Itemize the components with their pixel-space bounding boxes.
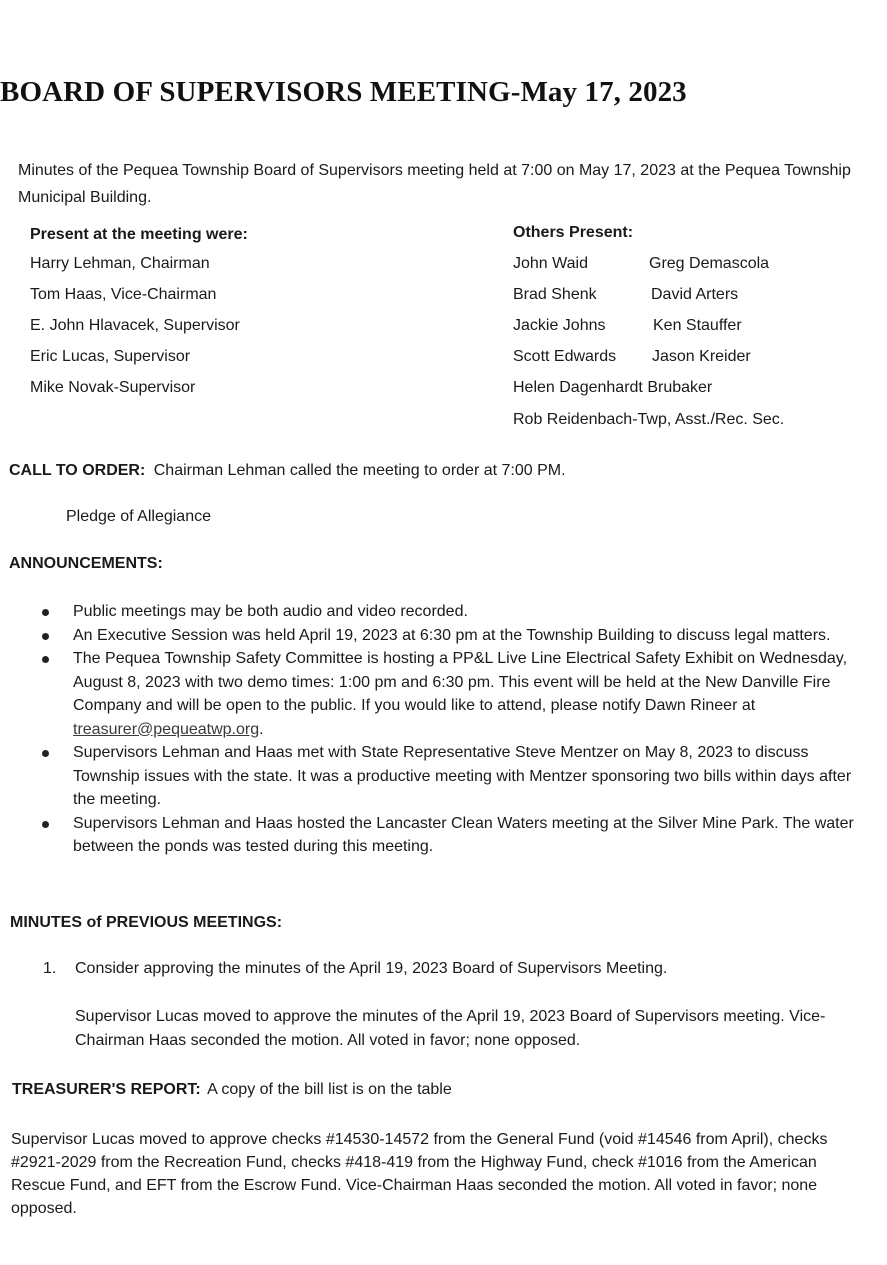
- others-name: John Waid: [513, 255, 588, 272]
- email-link[interactable]: treasurer@pequeatwp.org: [73, 720, 260, 738]
- list-item: Supervisors Lehman and Haas hosted the Lancaster Clean Waters meeting at the Silver Mine Park. The water between the ponds was tested during this meeting.: [40, 812, 875, 859]
- others-name: Helen Dagenhardt Brubaker: [513, 379, 713, 396]
- present-heading: Present at the meeting were:: [30, 226, 248, 243]
- others-name: Brad Shenk: [513, 286, 597, 303]
- call-to-order-text: Chairman Lehman called the meeting to order at 7:00 PM.: [153, 462, 566, 479]
- bullet-icon: [42, 821, 49, 828]
- treasurer-text: A copy of the bill list is on the table: [207, 1081, 452, 1098]
- others-name: Rob Reidenbach-Twp, Asst./Rec. Sec.: [513, 411, 785, 428]
- announcements-list: [40, 600, 875, 859]
- bullet-icon: [42, 656, 49, 663]
- call-to-order-label: CALL TO ORDER:: [9, 462, 146, 479]
- treasurer-motion: Supervisor Lucas moved to approve checks #14530-14572 from the General Fund (void #14546 from April), checks #2921-2029 from the Recreation Fund, checks #418-419 from the Highway Fund, check #1016 from the American Rescue Fund, and EFT from the Escrow Fund. Vice-Chairman Haas seconded the motion. All voted in favor; none opposed.: [11, 1131, 828, 1217]
- others-name: Ken Stauffer: [653, 317, 742, 334]
- present-member: Harry Lehman, Chairman: [30, 255, 210, 272]
- list-item: Public meetings may be both audio and video recorded.: [40, 600, 875, 624]
- bullet-icon: [42, 609, 49, 616]
- announcements-heading: ANNOUNCEMENTS:: [9, 555, 163, 572]
- treasurer-report: [12, 1081, 452, 1099]
- minutes-motion: Supervisor Lucas moved to approve the minutes of the April 19, 2023 Board of Supervisors meeting. Vice-Chairman Haas seconded the motion. All voted in favor; none opposed.: [75, 1008, 826, 1049]
- others-name: Jackie Johns: [513, 317, 606, 334]
- list-item: The Pequea Township Safety Committee is hosting a PP&L Live Line Electrical Safety Exhibit on Wednesday, August 8, 2023 with two demo times: 1:00 pm and 6:30 pm. This event will be held at the New Danville Fire Company and will be open to the public. If you would like to attend, please notify Dawn Rineer at treasurer@pequeatwp.org.: [40, 647, 875, 741]
- list-item: Supervisors Lehman and Haas met with State Representative Steve Mentzer on May 8, 2023 to discuss Township issues with the state. It was a productive meeting with Mentzer sponsoring two bills within days after the meeting.: [40, 741, 875, 812]
- present-member: Eric Lucas, Supervisor: [30, 348, 191, 365]
- list-item: An Executive Session was held April 19, 2023 at 6:30 pm at the Township Building to discuss legal matters.: [40, 624, 875, 648]
- intro-paragraph: Minutes of the Pequea Township Board of Supervisors meeting held at 7:00 on May 17, 2023 at the Pequea Township Municipal Building.: [18, 162, 851, 206]
- minutes-heading: MINUTES of PREVIOUS MEETINGS:: [10, 914, 283, 931]
- treasurer-label: TREASURER'S REPORT:: [12, 1081, 201, 1098]
- minutes-item-number: 1.: [43, 960, 57, 977]
- pledge: Pledge of Allegiance: [66, 508, 211, 525]
- others-heading: Others Present:: [513, 224, 634, 241]
- bullet-icon: [42, 633, 49, 640]
- present-member: E. John Hlavacek, Supervisor: [30, 317, 240, 334]
- others-name: Scott Edwards: [513, 348, 617, 365]
- others-name: David Arters: [651, 286, 739, 303]
- present-list: [30, 223, 360, 396]
- bullet-icon: [42, 750, 49, 757]
- present-member: Tom Haas, Vice-Chairman: [30, 286, 217, 303]
- others-list: [513, 221, 883, 441]
- present-member: Mike Novak-Supervisor: [30, 379, 196, 396]
- others-name: Jason Kreider: [652, 348, 751, 365]
- minutes-item-text: Consider approving the minutes of the April 19, 2023 Board of Supervisors Meeting.: [75, 960, 668, 977]
- page-title: BOARD OF SUPERVISORS MEETING-May 17, 2023: [0, 76, 687, 108]
- others-name: Greg Demascola: [649, 255, 770, 272]
- call-to-order: [9, 462, 566, 480]
